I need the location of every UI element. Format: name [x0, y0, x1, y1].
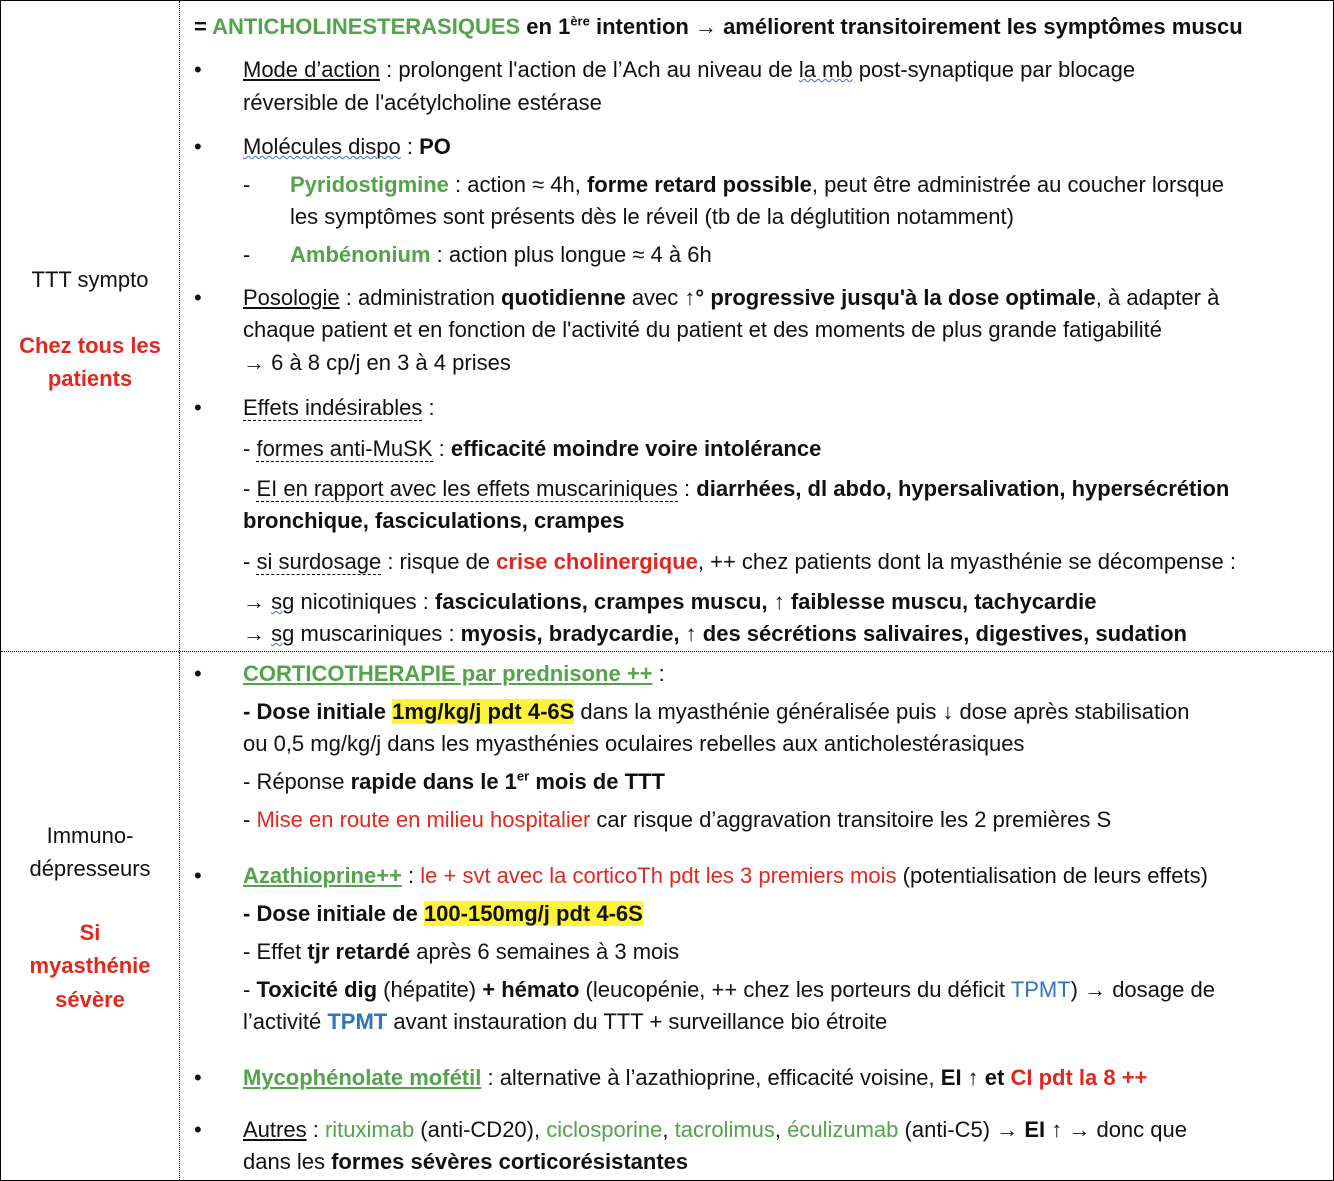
- autres-line-2: dans les formes sévères corticorésistantes: [243, 1149, 689, 1174]
- aza-line-1: Azathioprine++ : le + svt avec la corticoTh pdt les 3 premiers mois (potentialisation de leurs effets): [243, 863, 1208, 888]
- row2-left-cell: [1, 652, 180, 1180]
- pyr-name: Pyridostigmine: [290, 172, 449, 197]
- aza-effet-line: - Effet tjr retardé après 6 semaines à 3 mois: [243, 939, 680, 964]
- ei-d-line: → sg nicotiniques : fasciculations, crampes muscu, ↑ faiblesse muscu, tachycardie: [243, 589, 1097, 614]
- aza-dose-line: - Dose initiale de 100-150mg/j pdt 4-6S: [243, 901, 643, 926]
- aza-title: Azathioprine++: [243, 863, 402, 888]
- row1-right-cell: [180, 1, 1333, 651]
- row2-label-1: Immuno-: [46, 823, 134, 848]
- bullet: •: [194, 1065, 202, 1090]
- bullet: •: [194, 395, 202, 420]
- cortico-mise-en-route-line: - Mise en route en milieu hospitalier car risque d’aggravation transitoire les 2 premières S: [243, 807, 1112, 832]
- mol-label: Molécules dispo: [243, 134, 401, 159]
- bullet: •: [194, 863, 202, 888]
- cortico-dose-line-2: ou 0,5 mg/kg/j dans les myasthénies oculaires rebelles aux anticholestérasiques: [243, 731, 1025, 756]
- ei-e-line: → sg muscariniques : myosis, bradycardie, ↑ des sécrétions salivaires, digestives, sudation: [243, 621, 1187, 646]
- amb-line: Ambénonium : action plus longue ≈ 4 à 6h: [290, 242, 712, 267]
- row-immunodepresseurs: [1, 652, 1333, 1180]
- row1-sub-2: patients: [47, 366, 133, 391]
- aza-toxicite-line-1: - Toxicité dig (hépatite) + hémato (leucopénie, ++ chez les porteurs du déficit TPMT) → dosage de: [243, 977, 1215, 1002]
- row2-sub-2: myasthénie: [29, 953, 151, 978]
- row2-sub-3: sévère: [55, 987, 125, 1012]
- ei-b-line-1: - EI en rapport avec les effets muscariniques : diarrhées, dl abdo, hypersalivation, hypersécrétion: [243, 476, 1230, 501]
- autres-line-1: Autres : rituximab (anti-CD20), ciclosporine, tacrolimus, éculizumab (anti-C5) → EI ↑ → donc que: [243, 1117, 1187, 1142]
- row2-sub-1: Si: [79, 920, 101, 945]
- mode-line-2: réversible de l'acétylcholine estérase: [243, 90, 602, 115]
- ei-label: Effets indésirables: [243, 395, 423, 420]
- poso-label: Posologie: [243, 285, 340, 310]
- dash: -: [243, 172, 251, 197]
- dash: -: [243, 242, 251, 267]
- autres-label: Autres: [243, 1117, 307, 1142]
- row1-label: TTT sympto: [31, 267, 149, 292]
- poso-line-2: chaque patient et en fonction de l'activité du patient et des moments de plus grande fatigabilité: [243, 317, 1163, 342]
- poso-line-3: → 6 à 8 cp/j en 3 à 4 prises: [243, 350, 511, 375]
- mode-label: Mode d’action: [243, 57, 380, 82]
- bullet: •: [194, 1117, 202, 1142]
- cortico-dose-line-1: - Dose initiale 1mg/kg/j pdt 4-6S dans la myasthénie généralisée puis ↓ dose après stabilisation: [243, 699, 1190, 724]
- mode-line-1: Mode d’action : prolongent l'action de l’Ach au niveau de la mb post-synaptique par blocage: [243, 57, 1136, 82]
- ei-b-line-2: bronchique, fasciculations, crampes: [243, 508, 625, 533]
- cortico-reponse-line: - Réponse rapide dans le 1er mois de TTT: [243, 768, 665, 794]
- header-title: ANTICHOLINESTERASIQUES: [212, 14, 521, 39]
- bullet: •: [194, 134, 202, 159]
- myco-title: Mycophénolate mofétil: [243, 1065, 482, 1090]
- row1-left-cell: [1, 1, 180, 651]
- header-line: = ANTICHOLINESTERASIQUES en 1ère intention → améliorent transitoirement les symptômes muscu: [194, 13, 1243, 39]
- amb-name: Ambénonium: [290, 242, 431, 267]
- ei-line: Effets indésirables :: [243, 395, 435, 420]
- bullet: •: [194, 661, 202, 686]
- row2-label-2: dépresseurs: [29, 856, 151, 881]
- poso-line-1: Posologie : administration quotidienne avec ↑° progressive jusqu'à la dose optimale, à adapter à: [243, 285, 1220, 310]
- bullet: •: [194, 57, 202, 82]
- aza-toxicite-line-2: l’activité TPMT avant instauration du TTT + surveillance bio étroite: [243, 1009, 888, 1034]
- myco-line: Mycophénolate mofétil : alternative à l’azathioprine, efficacité voisine, EI ↑ et CI pdt la 8 ++: [243, 1065, 1148, 1090]
- bullet: •: [194, 285, 202, 310]
- row-ttt-sympto: [1, 1, 1333, 652]
- cortico-title-line: CORTICOTHERAPIE par prednisone ++ :: [243, 661, 665, 686]
- ei-c-line: - si surdosage : risque de crise cholinergique, ++ chez patients dont la myasthénie se décompense :: [243, 549, 1236, 574]
- ei-a-line: - formes anti-MuSK : efficacité moindre voire intolérance: [243, 436, 822, 461]
- row2-right-cell: [180, 652, 1333, 1180]
- mol-line: Molécules dispo : PO: [243, 134, 451, 159]
- pyr-line-2: les symptômes sont présents dès le réveil (tb de la déglutition notamment): [290, 204, 1014, 229]
- cortico-title: CORTICOTHERAPIE par prednisone ++: [243, 661, 653, 686]
- row1-sub-1: Chez tous les: [19, 333, 161, 358]
- pyr-line-1: Pyridostigmine : action ≈ 4h, forme retard possible, peut être administrée au coucher lorsque: [290, 172, 1225, 197]
